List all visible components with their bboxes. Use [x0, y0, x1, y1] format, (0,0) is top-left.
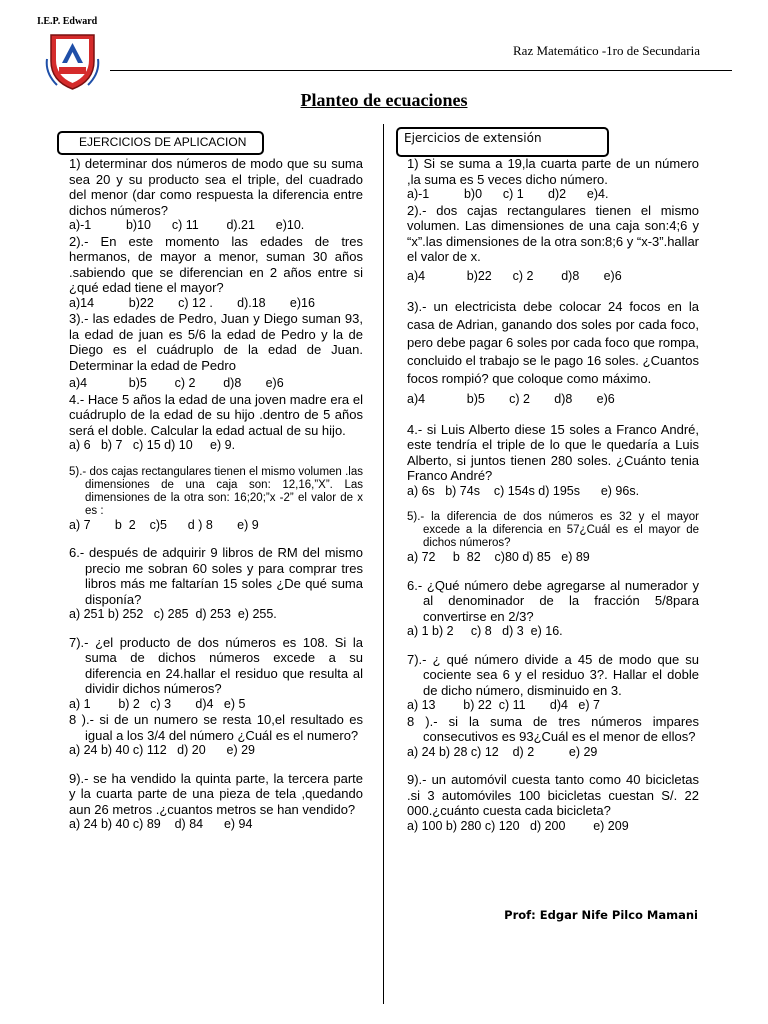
problem-text: 8 ).- si de un numero se resta 10,el resultado es igual a los 3/4 del número ¿Cuál es el numero?: [69, 712, 363, 743]
author-credit: Prof: Edgar Nife Pilco Mamani: [504, 908, 698, 922]
problem-text: 1) determinar dos números de modo que su suma sea 20 y su producto sea el triple, del cuadrado del menor (dar como respuesta la diferencia entre dichos números?: [69, 156, 363, 218]
problem-options: a)-1 b)0 c) 1 d)2 e)4.: [407, 187, 609, 201]
problem-text: 2).- dos cajas rectangulares tienen el mismo volumen. Las dimensiones de una caja son:4;6 y “x”.las dimensiones de la otra son:8;6 y “x-3”.hallar el valor de x.: [407, 202, 699, 264]
problem-text: 7).- ¿el producto de dos números es 108. Si la suma de dichos números excede a su diferencia en 24.hallar el residuo que resulta al dividir dichos números?: [69, 634, 363, 696]
problem: [407, 578, 699, 640]
problem: [407, 714, 699, 761]
problem-text: 4.- si Luis Alberto diese 15 soles a Franco André, este tendría el triple de lo que le quedaría a Luis Alberto, si juntos tienen 280 soles. ¿Cuánto tenia Franco André?: [407, 421, 699, 483]
problem-text: 9).- se ha vendido la quinta parte, la tercera parte y la cuarta parte de una pieza de tela ,quedando aun 26 metros .¿cuantos metros se han vendido?: [69, 770, 363, 817]
problem: [69, 771, 363, 833]
header-divider: [110, 70, 732, 71]
problem: [407, 203, 699, 285]
problem-options: a) 24 b) 40 c) 89 d) 84 e) 94: [69, 817, 253, 831]
problem-options: a) 1 b) 2 c) 3 d)4 e) 5: [69, 696, 246, 711]
problem: [69, 392, 363, 454]
problem-text: 5).- dos cajas rectangulares tienen el mismo volumen .las dimensiones de una caja son: 12,16,”X”. Las dimensiones de la otra son: 16;20;”x -2” el valor de x es :: [69, 465, 363, 517]
problem: [407, 156, 699, 203]
problem-options: a) 100 b) 280 c) 120 d) 200 e) 209: [407, 818, 629, 833]
problem-options: a) 1 b) 2 c) 8 d) 3 e) 16.: [407, 624, 563, 638]
problem: [69, 712, 363, 759]
problem-text: 6.- ¿Qué número debe agregarse al numerador y al denominador de la fracción 5/8para convertirse en 2/3?: [407, 577, 699, 624]
problem: [69, 311, 363, 392]
problem-options: a) 24 b) 28 c) 12 d) 2 e) 29: [407, 744, 598, 759]
problem-text: 7).- ¿ qué número divide a 45 de modo que su cociente sea 6 y el residuo 3?. Hallar el doble de dicho número, disminuido en 3.: [407, 651, 699, 698]
problem-options: a)4 b)22 c) 2 d)8 e)6: [407, 268, 622, 283]
problem-text: 9).- un automóvil cuesta tanto como 40 bicicletas .si 3 automóviles 100 bicicletas cuestan S/. 22 000.¿cuánto cuesta cada bicicleta?: [407, 772, 699, 818]
problem: [407, 422, 699, 500]
left-column: [69, 156, 363, 833]
problem-text: 3).- un electricista debe colocar 24 focos en la casa de Adrian, ganando dos soles por cada foco, pero debe pagar 6 soles por cada foco que rompa, concluido el trabajo se le pago 16 soles. ¿Cuantos focos rompió? que coloque como máximo.: [407, 299, 699, 386]
problem: [69, 156, 363, 234]
problem-options: a) 7 b 2 c)5 d ) 8 e) 9: [69, 517, 259, 532]
problem-text: 1) Si se suma a 19,la cuarta parte de un número ,la suma es 5 veces dicho número.: [407, 156, 699, 187]
problem: [407, 298, 699, 408]
problem-text: 4.- Hace 5 años la edad de una joven madre era el cuádruplo de la edad de su hijo .dentro de 5 años será el doble. Calcular la edad actual de su hijo.: [69, 391, 363, 438]
problem-options: a)4 b)5 c) 2 d)8 e)6: [69, 376, 284, 390]
school-logo: [45, 29, 100, 91]
problem-options: a) 24 b) 40 c) 112 d) 20 e) 29: [69, 743, 255, 757]
problem: [407, 772, 699, 834]
course-label: Raz Matemático -1ro de Secundaria: [513, 43, 700, 58]
problem-options: a) 72 b 82 c)80 d) 85 e) 89: [407, 550, 590, 564]
right-column: [407, 156, 699, 834]
problem-options: a) 13 b) 22 c) 11 d)4 e) 7: [407, 698, 600, 712]
problem-options: a) 251 b) 252 c) 285 d) 253 e) 255.: [69, 607, 277, 621]
right-section-heading: Ejercicios de extensión: [396, 127, 609, 157]
problem-options: a)14 b)22 c) 12 . d).18 e)16: [69, 295, 315, 310]
school-name: I.E.P. Edward: [37, 16, 98, 27]
problem-options: a)-1 b)10 c) 11 d).21 e)10.: [69, 218, 305, 232]
problem: [69, 545, 363, 623]
problem-text: 3).- las edades de Pedro, Juan y Diego suman 93, la edad de juan es 5/6 la edad de Pedro y la de Diego es el cuádruplo de la edad de Juan. Determinar la edad de Pedro: [69, 311, 363, 373]
problem-options: a)4 b)5 c) 2 d)8 e)6: [407, 392, 615, 406]
page-title: Planteo de ecuaciones: [300, 90, 468, 110]
problem-text: 8 ).- si la suma de tres números impares consecutivos es 93¿Cuál es el menor de ellos?: [407, 713, 699, 744]
problem-text: 5).- la diferencia de dos números es 32 y el mayor excede a la diferencia en 57¿Cuál es el mayor de dichos números?: [407, 511, 699, 549]
problem-options: a) 6s b) 74s c) 154s d) 195s e) 96s.: [407, 483, 640, 498]
problem: [407, 511, 699, 566]
problem: [407, 652, 699, 714]
problem-options: a) 6 b) 7 c) 15 d) 10 e) 9.: [69, 438, 236, 452]
problem-text: 2).- En este momento las edades de tres hermanos, de mayor a menor, suman 30 años .sabiendo que se diferencian en 2 años entre si ¿qué edad tiene el mayor?: [69, 233, 363, 295]
left-section-heading: EJERCICIOS DE APLICACION: [57, 131, 264, 155]
problem: [69, 466, 363, 534]
problem-text: 6.- después de adquirir 9 libros de RM del mismo precio me sobran 60 soles y para comprar tres libros más me faltarían 15 soles ¿De qué suma disponía?: [69, 545, 363, 607]
problem: [69, 635, 363, 713]
column-divider: [383, 124, 384, 1004]
problem: [69, 234, 363, 312]
